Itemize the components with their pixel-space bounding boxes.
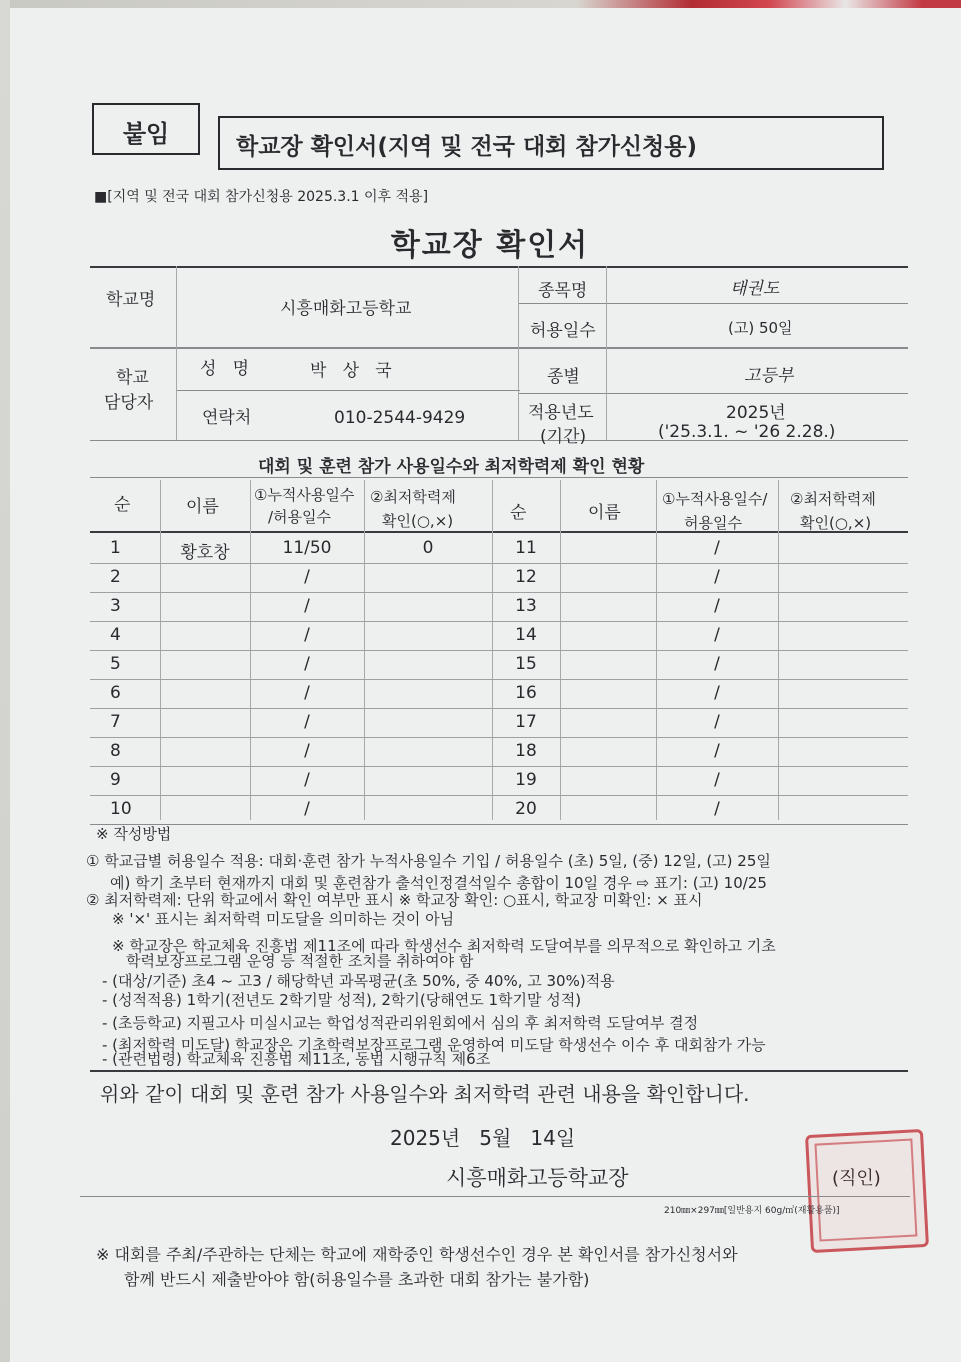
note-1a: ① 학교급별 허용일수 적용: 대회·훈련 참가 누적사용일수 기입 / 허용일수 (초) 5일, (중) 12일, (고) 25일 xyxy=(86,852,771,870)
cell-no: 1 xyxy=(110,538,121,558)
col-header-academic-right-line2: 확인(○,×) xyxy=(800,514,872,532)
footer-note-line2: 함께 반드시 제출받아야 함(허용일수를 초과한 대회 참가는 불가함) xyxy=(124,1270,590,1289)
cell-days2: / xyxy=(714,712,720,732)
col-header-no-right: 순 xyxy=(510,503,527,523)
contact-value: 010-2544-9429 xyxy=(334,408,466,428)
col-header-academic-line1: ②최저학력제 xyxy=(370,488,456,506)
note-detail-2: - (성적적용) 1학기(전년도 2학기말 성적), 2학기(당해연도 1학기말 성적) xyxy=(102,991,582,1009)
cell-days2: / xyxy=(714,683,720,703)
note-detail-5: - (관련법령) 학교체육 진흥법 제11조, 동법 시행규칙 제6조 xyxy=(102,1050,491,1068)
cell-no2: 16 xyxy=(515,683,537,703)
col-header-days-right-line1: ①누적사용일수/ xyxy=(662,490,768,508)
col-header-no: 순 xyxy=(114,495,131,515)
attachment-tag-label: 붙임 xyxy=(122,120,170,148)
rule xyxy=(518,266,519,440)
year-value-line2: ('25.3.1. ~ '26 2.28.) xyxy=(658,422,836,442)
table-caption: 대회 및 훈련 참가 사용일수와 최저학력제 확인 현황 xyxy=(258,457,645,477)
cell-no: 8 xyxy=(110,741,121,761)
rule xyxy=(90,650,908,651)
cell-days2: / xyxy=(714,596,720,616)
seal-border xyxy=(814,1139,917,1242)
seal-text: (직인) xyxy=(832,1168,881,1189)
confirmation-date: 2025년 5월 14일 xyxy=(390,1126,576,1150)
rule xyxy=(90,531,908,533)
applicability-note: ■[지역 및 전국 대회 참가신청용 2025.3.1 이후 적용] xyxy=(94,189,429,205)
confirmation-statement: 위와 같이 대회 및 훈련 참가 사용일수와 최저학력 관련 내용을 확인합니다. xyxy=(100,1082,750,1106)
manager-label-line1: 학교 xyxy=(116,368,149,388)
rule xyxy=(90,266,908,268)
cell-no2: 18 xyxy=(515,741,537,761)
rule xyxy=(518,303,908,304)
cell-days: / xyxy=(304,567,310,587)
rule xyxy=(90,737,908,738)
cell-days: 11/50 xyxy=(282,538,332,558)
cell-days: / xyxy=(304,799,310,819)
footer-note-line1: ※ 대회를 주최/주관하는 단체는 학교에 재학중인 학생선수인 경우 본 확인서를 참가신청서와 xyxy=(96,1245,738,1264)
cell-days2: / xyxy=(714,770,720,790)
cell-days: / xyxy=(304,654,310,674)
rule xyxy=(90,621,908,622)
year-value-line1: 2025년 xyxy=(726,403,786,423)
col-header-name: 이름 xyxy=(186,497,219,517)
cell-name: 황호창 xyxy=(180,543,230,563)
rule xyxy=(90,795,908,796)
rule xyxy=(90,477,908,478)
note-4b: 학력보장프로그램 운영 등 적절한 조치를 취하여야 함 xyxy=(126,952,474,970)
cell-days2: / xyxy=(714,538,720,558)
cell-days: / xyxy=(304,596,310,616)
rule xyxy=(90,563,908,564)
contact-label: 연락처 xyxy=(202,408,252,428)
cell-check: 0 xyxy=(422,538,434,558)
cell-no2: 17 xyxy=(515,712,537,732)
note-detail-4: - (최저학력 미도달) 학교장은 기초학력보장프로그램 운영하여 미도달 학생선수 이수 후 대회참가 가능 xyxy=(102,1036,766,1054)
cell-no2: 11 xyxy=(515,538,537,558)
rule xyxy=(90,679,908,680)
rule xyxy=(90,1070,908,1072)
background-edge xyxy=(0,0,10,1362)
rule xyxy=(606,266,607,440)
cell-no2: 20 xyxy=(515,799,537,819)
cell-no: 9 xyxy=(110,770,121,790)
col-header-days-line1: ①누적사용일수 xyxy=(254,486,355,504)
sport-label: 종목명 xyxy=(538,281,588,301)
year-label-line1: 적용년도 xyxy=(528,403,594,423)
cell-days2: / xyxy=(714,741,720,761)
cell-days: / xyxy=(304,770,310,790)
col-header-academic-right-line1: ②최저학력제 xyxy=(790,490,876,508)
cell-days: / xyxy=(304,625,310,645)
rule xyxy=(518,393,908,394)
cell-no: 4 xyxy=(110,625,121,645)
note-1b: 예) 학기 초부터 현재까지 대회 및 훈련참가 출석인정결석일수 총합이 10일 경우 ⇨ 표기: (고) 10/25 xyxy=(110,874,767,892)
notes-heading: ※ 작성방법 xyxy=(96,825,172,843)
cell-days2: / xyxy=(714,625,720,645)
cell-no: 6 xyxy=(110,683,121,703)
note-detail-1: - (대상/기준) 초4 ~ 고3 / 해당학년 과목평균(초 50%, 중 40%, 고 30%)적용 xyxy=(102,972,615,990)
cell-no: 7 xyxy=(110,712,121,732)
note-2: ② 최저학력제: 단위 학교에서 확인 여부만 표시 ※ 학교장 확인: ○표시, 학교장 미확인: × 표시 xyxy=(86,891,703,909)
cell-no2: 13 xyxy=(515,596,537,616)
year-label-line2: (기간) xyxy=(540,427,587,447)
cell-days: / xyxy=(304,712,310,732)
rule xyxy=(176,390,520,391)
cell-no: 10 xyxy=(110,799,132,819)
document-heading: 학교장 확인서(지역 및 전국 대회 참가신청용) xyxy=(236,134,697,160)
col-header-days-line2: /허용일수 xyxy=(268,508,332,526)
cell-days2: / xyxy=(714,654,720,674)
name-value: 박 상 국 xyxy=(310,361,392,381)
cell-no2: 14 xyxy=(515,625,537,645)
document-heading-box xyxy=(218,116,884,170)
cell-no2: 12 xyxy=(515,567,537,587)
note-3: ※ '×' 표시는 최저학력 미도달을 의미하는 것이 아님 xyxy=(112,910,455,928)
manager-label-line2: 담당자 xyxy=(104,393,154,413)
rule xyxy=(90,824,908,825)
signer-name: 시흥매화고등학교장 xyxy=(446,1166,629,1190)
rule xyxy=(90,592,908,593)
rule xyxy=(90,347,908,349)
rule xyxy=(90,766,908,767)
cell-days: / xyxy=(304,683,310,703)
col-header-days-right-line2: 허용일수 xyxy=(684,514,742,532)
division-label: 종별 xyxy=(547,367,580,387)
cell-no: 3 xyxy=(110,596,121,616)
name-label: 성 명 xyxy=(200,359,250,379)
col-header-name-right: 이름 xyxy=(588,503,621,523)
cell-no2: 19 xyxy=(515,770,537,790)
allowed-days-label: 허용일수 xyxy=(530,321,596,341)
paper-spec: 210㎜×297㎜[일반용지 60g/㎡(재활용품)] xyxy=(664,1206,840,1216)
doc-title: 학교장 확인서 xyxy=(390,228,590,263)
note-4a: ※ 학교장은 학교체육 진흥법 제11조에 따라 학생선수 최저학력 도달여부를 의무적으로 확인하고 기초 xyxy=(112,937,776,955)
rule xyxy=(80,1196,910,1197)
cell-no2: 15 xyxy=(515,654,537,674)
rule xyxy=(176,266,177,440)
rule xyxy=(90,708,908,709)
sport-value: 태권도 xyxy=(730,279,780,299)
school-name-label: 학교명 xyxy=(106,290,156,310)
col-header-academic-line2: 확인(○,×) xyxy=(382,512,454,530)
cell-no: 2 xyxy=(110,567,121,587)
cell-no: 5 xyxy=(110,654,121,674)
cell-days2: / xyxy=(714,799,720,819)
school-name-value: 시흥매화고등학교 xyxy=(280,299,412,319)
division-value: 고등부 xyxy=(744,366,794,386)
attachment-tag xyxy=(92,103,200,155)
cell-days: / xyxy=(304,741,310,761)
allowed-days-value: (고) 50일 xyxy=(728,319,793,337)
cell-days2: / xyxy=(714,567,720,587)
note-detail-3: - (초등학교) 지필고사 미실시교는 학업성적관리위원회에서 심의 후 최저학력 도달여부 결정 xyxy=(102,1014,699,1032)
official-seal xyxy=(805,1129,929,1253)
